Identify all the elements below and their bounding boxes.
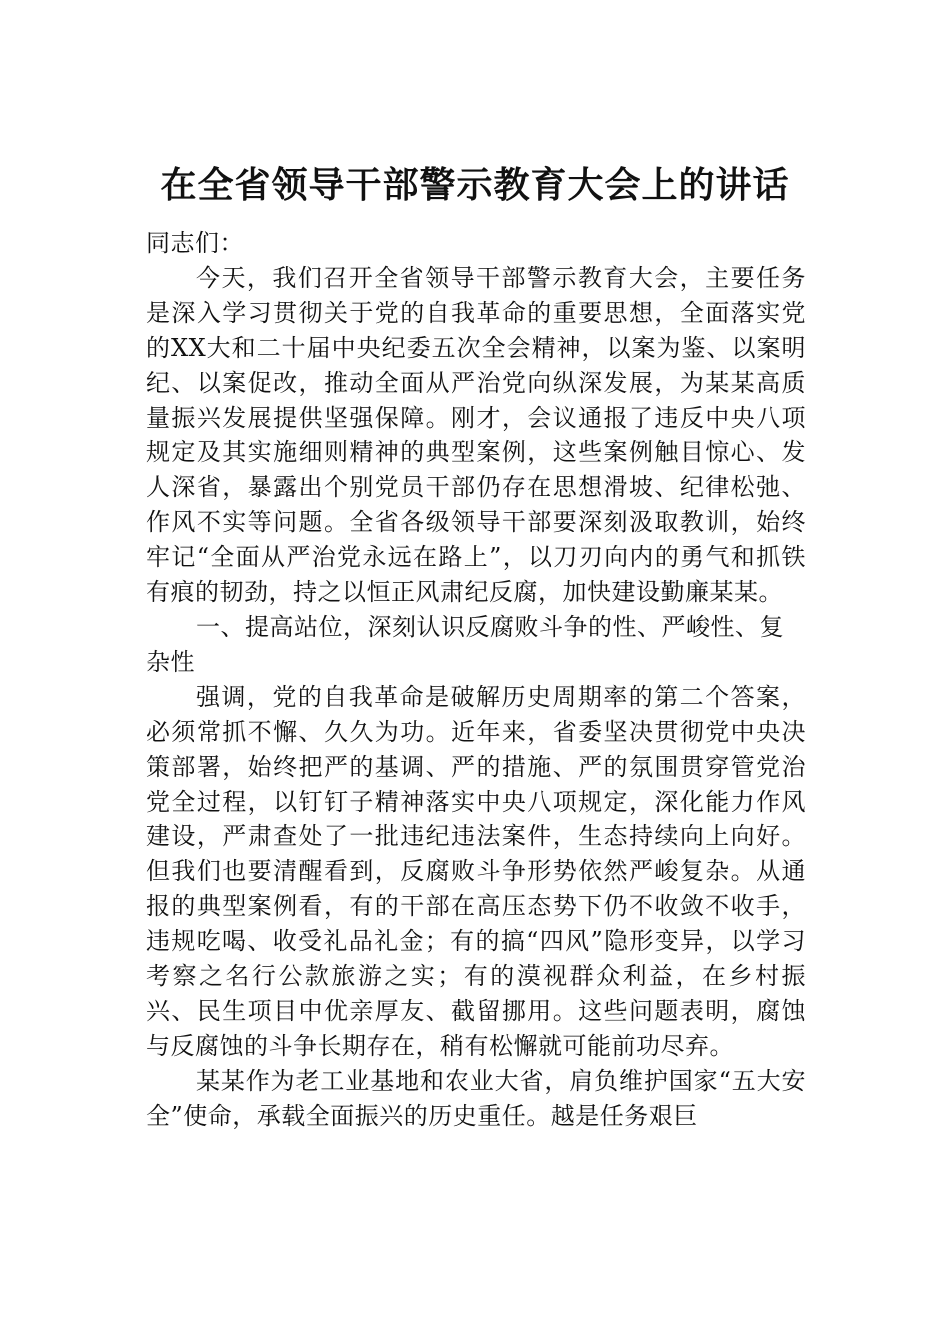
paragraph-section-1-a: 强调，党的自我革命是破解历史周期率的第二个答案，必须常抓不懈、久久为功。近年来，省委坚决贯彻党中央决策部署，始终把严的基调、严的措施、严的氛围贯穿管党治党全过程，以钉钉子精神落实中央八项规定，深化能力作风建设，严肃查处了一批违纪违法案件，生态持续向上向好。但我们也要清醒看到，反腐败斗争形势依然严峻复杂。从通报的典型案例看，有的干部在高压态势下仍不收敛不收手，违规吃喝、收受礼品礼金；有的搞“四风”隐形变异，以学习考察之名行公款旅游之实；有的漠视群众利益，在乡村振兴、民生项目中优亲厚友、截留挪用。这些问题表明，腐蚀与反腐蚀的斗争长期存在，稍有松懈就可能前功尽弃。: [146, 682, 806, 1060]
section-heading-1: 一、提高站位，深刻认识反腐败斗争的性、严峻性、复杂性: [146, 612, 784, 676]
paragraph-section-1-b: 某某作为老工业基地和农业大省，肩负维护国家“五大安全”使命，承载全面振兴的历史重任。越是任务艰巨: [146, 1066, 806, 1130]
paragraph-intro: 今天，我们召开全省领导干部警示教育大会，主要任务是深入学习贯彻关于党的自我革命的重要思想，全面落实党的XX大和二十届中央纪委五次全会精神，以案为鉴、以案明纪、以案促改，推动全面从严治党向纵深发展，为某某高质量振兴发展提供坚强保障。刚才，会议通报了违反中央八项规定及其实施细则精神的典型案例，这些案例触目惊心、发人深省，暴露出个别党员干部仍存在思想滑坡、纪律松弛、作风不实等问题。全省各级领导干部要深刻汲取教训，始终牢记“全面从严治党永远在路上”，以刀刃向内的勇气和抓铁有痕的韧劲，持之以恒正风肃纪反腐，加快建设勤廉某某。: [146, 263, 806, 607]
document-body: [146, 226, 806, 1134]
salutation: 同志们：: [146, 229, 244, 257]
document-title: 在全省领导干部警示教育大会上的讲话: [160, 164, 790, 206]
